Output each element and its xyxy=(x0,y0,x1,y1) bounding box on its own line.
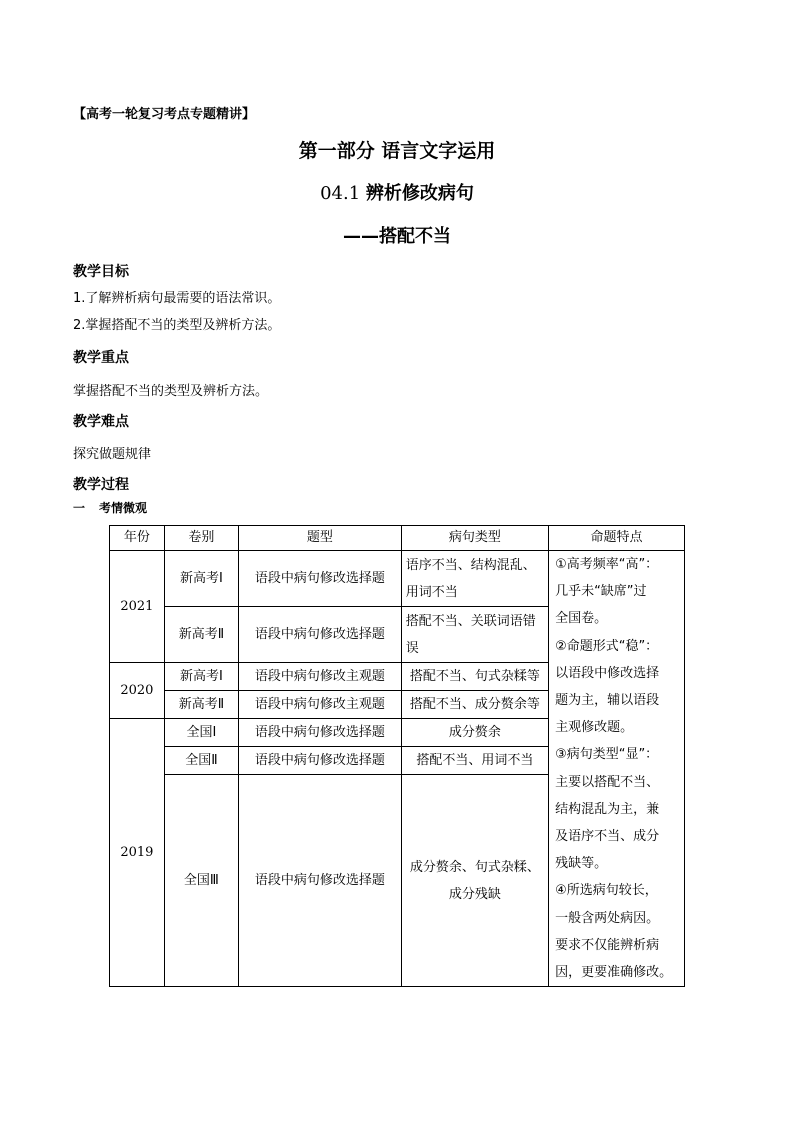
feature-line: 主观修改题。 xyxy=(555,720,634,736)
paper-cell: 新高考Ⅰ xyxy=(164,551,238,607)
exam-overview-heading xyxy=(73,499,147,516)
paper-cell: 全国Ⅲ xyxy=(164,775,238,987)
header-year: 年份 xyxy=(110,526,165,551)
goals-heading: 教学目标 xyxy=(73,264,129,280)
paper-cell: 新高考Ⅱ xyxy=(164,691,238,719)
ill-type-cell: 搭配不当、句式杂糅等 xyxy=(401,663,548,691)
table-header-row xyxy=(110,526,685,551)
paper-cell: 新高考Ⅰ xyxy=(164,663,238,691)
type-cell: 语段中病句修改选择题 xyxy=(238,551,401,607)
ill-type-cell: 成分赘余 xyxy=(401,719,548,747)
feature-line: 以语段中修改选择 xyxy=(555,665,660,681)
ill-type-cell: 搭配不当、用词不当 xyxy=(401,747,548,775)
year-cell: 2021 xyxy=(110,551,165,663)
feature-line: 一般含两处病因。 xyxy=(555,910,660,926)
year-cell: 2019 xyxy=(110,719,165,987)
lesson-title-text: 辨析修改病句 xyxy=(365,183,474,204)
difficulty-heading: 教学难点 xyxy=(73,414,129,430)
exam-overview-label: 考情微观 xyxy=(99,501,148,515)
paper-cell: 新高考Ⅱ xyxy=(164,607,238,663)
header-tag: 【高考一轮复习考点专题精讲】 xyxy=(73,107,256,122)
year-cell: 2020 xyxy=(110,663,165,719)
part-title: 第一部分 语言文字运用 xyxy=(298,140,496,162)
features-cell xyxy=(549,551,685,987)
feature-line: 结构混乱为主，兼 xyxy=(555,801,660,817)
header-ill-type: 病句类型 xyxy=(401,526,548,551)
paper-cell: 全国Ⅰ xyxy=(164,719,238,747)
feature-line: 主要以搭配不当、 xyxy=(555,774,660,790)
goal-item-2: 2.掌握搭配不当的类型及辨析方法。 xyxy=(73,318,281,333)
feature-line: 残缺等。 xyxy=(555,856,608,872)
lesson-title xyxy=(0,179,794,205)
table-row xyxy=(110,551,685,607)
ill-type-cell: 搭配不当、关联词语错误 xyxy=(401,607,548,663)
ill-type-cell: 成分赘余、句式杂糅、成分残缺 xyxy=(401,775,548,987)
feature-line: ④所选病句较长， xyxy=(555,883,658,899)
header-type: 题型 xyxy=(238,526,401,551)
feature-line: 要求不仅能辨析病 xyxy=(555,937,660,953)
type-cell: 语段中病句修改选择题 xyxy=(238,747,401,775)
key-text: 掌握搭配不当的类型及辨析方法。 xyxy=(73,384,269,399)
feature-line: 几乎未“缺席”过 xyxy=(555,584,647,600)
type-cell: 语段中病句修改主观题 xyxy=(238,663,401,691)
lesson-number: 04.1 xyxy=(320,183,361,204)
feature-line: ①高考频率“高”： xyxy=(555,557,659,572)
feature-line: ②命题形式“稳”： xyxy=(555,638,659,654)
type-cell: 语段中病句修改主观题 xyxy=(238,691,401,719)
ill-type-cell: 语序不当、结构混乱、用词不当 xyxy=(401,551,548,607)
goal-item-1: 1.了解辨析病句最需要的语法常识。 xyxy=(73,291,281,306)
key-heading: 教学重点 xyxy=(73,350,129,366)
feature-line: 及语序不当、成分 xyxy=(555,829,660,845)
difficulty-text: 探究做题规律 xyxy=(73,447,152,462)
type-cell: 语段中病句修改选择题 xyxy=(238,607,401,663)
feature-line: ③病句类型“显”： xyxy=(555,747,659,763)
header-paper: 卷别 xyxy=(164,526,238,551)
feature-line: 全国卷。 xyxy=(555,611,608,627)
feature-line: 因，更要准确修改。 xyxy=(555,965,673,981)
exam-table xyxy=(109,525,685,987)
type-cell: 语段中病句修改选择题 xyxy=(238,775,401,987)
header-features: 命题特点 xyxy=(549,526,685,551)
subtitle: ——搭配不当 xyxy=(343,226,451,247)
type-cell: 语段中病句修改选择题 xyxy=(238,719,401,747)
ill-type-cell: 搭配不当、成分赘余等 xyxy=(401,691,548,719)
process-heading: 教学过程 xyxy=(73,477,129,493)
feature-line: 题为主，辅以语段 xyxy=(555,693,660,709)
paper-cell: 全国Ⅱ xyxy=(164,747,238,775)
section-number: 一 xyxy=(73,501,86,515)
